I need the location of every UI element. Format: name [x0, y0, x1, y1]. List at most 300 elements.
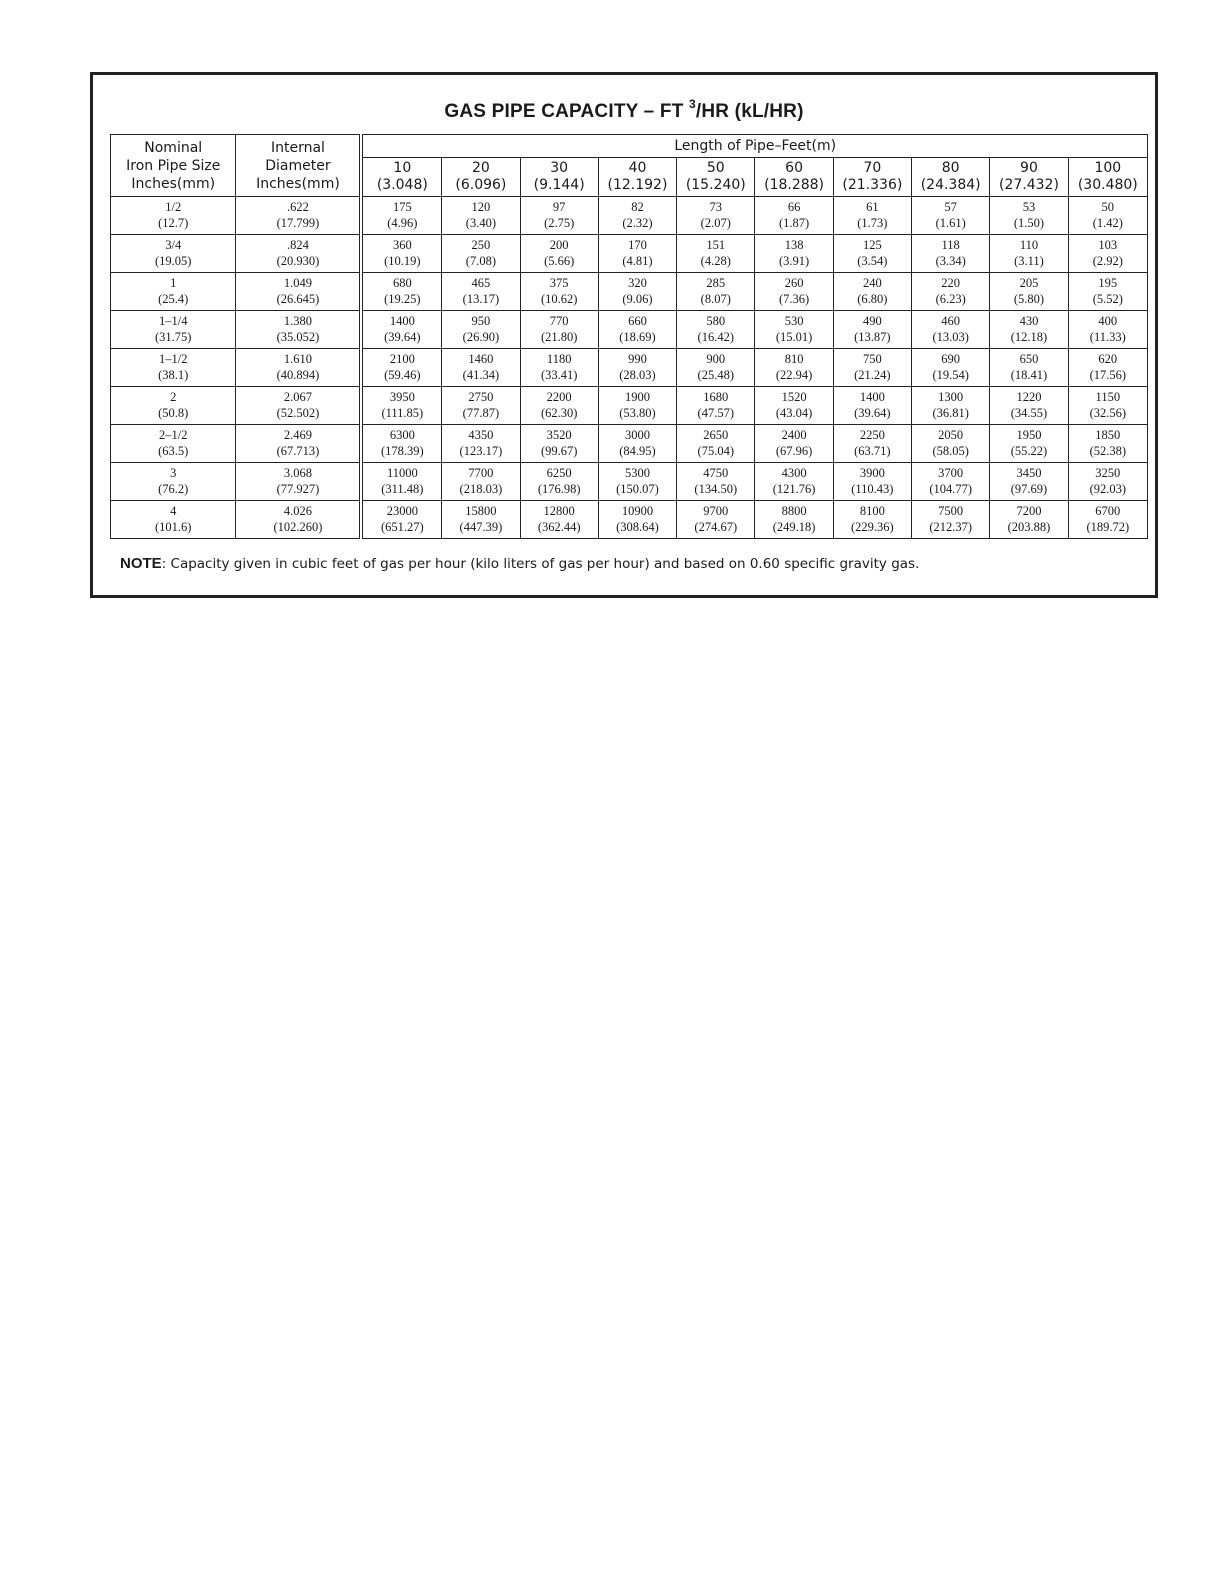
length-column-header — [677, 158, 755, 197]
capacity-cell-value: 2100 — [389, 352, 415, 366]
nominal-size-cell-metric: (12.7) — [158, 215, 189, 230]
capacity-cell — [755, 349, 833, 387]
capacity-cell-metric: (28.03) — [619, 367, 656, 382]
capacity-cell-value: 620 — [1098, 352, 1118, 366]
nominal-size-cell-value: 2–1/2 — [158, 428, 188, 442]
capacity-cell — [1068, 197, 1147, 235]
capacity-cell-value: 4350 — [468, 428, 494, 442]
length-meters: (3.048) — [376, 177, 428, 193]
capacity-cell-metric: (249.18) — [772, 519, 816, 534]
capacity-cell-value: 4300 — [781, 466, 807, 480]
capacity-cell — [598, 197, 676, 235]
internal-diameter-cell-value: 2.067 — [283, 390, 313, 404]
capacity-cell-metric: (362.44) — [537, 519, 581, 534]
capacity-table-frame — [90, 72, 1158, 598]
capacity-cell — [1068, 501, 1147, 539]
capacity-cell-metric: (36.81) — [932, 405, 969, 420]
capacity-cell-value: 1950 — [1016, 428, 1042, 442]
capacity-cell-metric: (13.87) — [854, 329, 891, 344]
internal-header — [236, 135, 361, 197]
capacity-cell — [677, 501, 755, 539]
capacity-cell-metric: (1.42) — [1092, 215, 1123, 230]
capacity-cell — [677, 349, 755, 387]
capacity-cell-value: 6300 — [389, 428, 415, 442]
length-column-header — [912, 158, 990, 197]
capacity-cell — [912, 273, 990, 311]
capacity-cell-metric: (8.07) — [700, 291, 731, 306]
nominal-size-cell — [111, 463, 236, 501]
nominal-size-cell-metric: (63.5) — [158, 443, 189, 458]
capacity-cell-value: 400 — [1098, 314, 1118, 328]
capacity-cell-metric: (178.39) — [380, 443, 424, 458]
length-feet: 20 — [471, 160, 490, 176]
capacity-cell-value: 2400 — [781, 428, 807, 442]
length-meters: (30.480) — [1077, 177, 1138, 193]
capacity-cell-metric: (123.17) — [459, 443, 503, 458]
nominal-header — [111, 135, 236, 197]
capacity-cell-metric: (84.95) — [619, 443, 656, 458]
capacity-cell-value: 11000 — [386, 466, 418, 480]
capacity-cell — [1068, 311, 1147, 349]
capacity-cell — [912, 235, 990, 273]
capacity-cell-metric: (7.36) — [778, 291, 810, 306]
length-feet: 40 — [628, 160, 647, 176]
capacity-cell-metric: (5.52) — [1092, 291, 1123, 306]
capacity-cell-metric: (18.69) — [619, 329, 656, 344]
capacity-cell-metric: (62.30) — [540, 405, 578, 420]
capacity-cell-value: 195 — [1098, 276, 1118, 290]
nominal-size-cell-value: 4 — [170, 504, 177, 518]
capacity-cell — [520, 311, 598, 349]
capacity-cell-metric: (110.43) — [851, 481, 894, 496]
capacity-cell-metric: (39.64) — [384, 329, 421, 344]
capacity-cell — [990, 463, 1068, 501]
capacity-cell-value: 1520 — [781, 390, 807, 404]
internal-diameter-cell — [236, 235, 361, 273]
nominal-size-cell-metric: (38.1) — [158, 367, 189, 382]
capacity-cell-value: 220 — [941, 276, 961, 290]
capacity-cell-value: 3000 — [624, 428, 650, 442]
nominal-size-cell-metric: (50.8) — [158, 405, 189, 420]
capacity-cell — [520, 273, 598, 311]
capacity-cell-value: 7700 — [468, 466, 494, 480]
capacity-cell-value: 3520 — [546, 428, 572, 442]
capacity-cell — [361, 463, 441, 501]
internal-diameter-cell — [236, 501, 361, 539]
capacity-cell-value: 50 — [1101, 200, 1115, 214]
capacity-cell — [598, 463, 676, 501]
internal-diameter-cell-value: 1.610 — [283, 352, 313, 366]
note-label: NOTE — [120, 555, 162, 572]
capacity-cell — [912, 425, 990, 463]
capacity-cell — [912, 463, 990, 501]
length-feet: 30 — [550, 160, 569, 176]
capacity-cell — [361, 349, 441, 387]
capacity-cell-metric: (203.88) — [1007, 519, 1051, 534]
capacity-cell — [833, 501, 911, 539]
length-feet: 10 — [393, 160, 412, 176]
capacity-cell — [677, 463, 755, 501]
capacity-cell-metric: (11.33) — [1089, 329, 1126, 344]
length-column-header — [442, 158, 520, 197]
internal-diameter-cell — [236, 425, 361, 463]
capacity-cell-metric: (229.36) — [851, 519, 894, 534]
capacity-cell-metric: (92.03) — [1089, 481, 1127, 496]
capacity-cell-value: 285 — [706, 276, 726, 290]
capacity-cell-metric: (52.38) — [1089, 443, 1127, 458]
internal-header-line: Inches(mm) — [256, 175, 340, 192]
capacity-cell-value: 1680 — [703, 390, 729, 404]
length-column-header — [598, 158, 676, 197]
capacity-cell-metric: (2.92) — [1092, 253, 1123, 268]
capacity-cell-value: 1900 — [624, 390, 650, 404]
capacity-cell-value: 7200 — [1016, 504, 1042, 518]
capacity-cell — [1068, 425, 1147, 463]
capacity-cell-value: 660 — [628, 314, 647, 328]
capacity-cell — [755, 463, 833, 501]
capacity-cell-value: 205 — [1019, 276, 1039, 290]
length-meters: (15.240) — [685, 177, 746, 193]
length-column-header — [990, 158, 1068, 197]
capacity-cell-value: 2650 — [703, 428, 729, 442]
capacity-cell — [1068, 349, 1147, 387]
capacity-cell-value: 810 — [784, 352, 804, 366]
capacity-cell-value: 320 — [628, 276, 647, 290]
capacity-cell-value: 125 — [862, 238, 882, 252]
capacity-cell-metric: (7.08) — [465, 253, 496, 268]
table-title — [93, 97, 1155, 123]
capacity-cell-value: 430 — [1019, 314, 1039, 328]
nominal-size-cell-value: 1–1/4 — [158, 314, 188, 328]
capacity-cell-value: 1400 — [859, 390, 885, 404]
capacity-cell-metric: (176.98) — [537, 481, 581, 496]
capacity-cell — [833, 273, 911, 311]
capacity-cell — [1068, 387, 1147, 425]
title-main: GAS PIPE CAPACITY – FT — [444, 101, 684, 122]
capacity-cell-metric: (189.72) — [1086, 519, 1130, 534]
capacity-cell — [442, 463, 520, 501]
capacity-cell-value: 360 — [392, 238, 412, 252]
capacity-cell-metric: (9.06) — [622, 291, 653, 306]
internal-diameter-cell-value: .824 — [287, 238, 309, 252]
internal-diameter-cell — [236, 463, 361, 501]
capacity-cell — [598, 501, 676, 539]
capacity-cell-metric: (77.87) — [462, 405, 500, 420]
capacity-cell — [598, 425, 676, 463]
capacity-cell-metric: (311.48) — [381, 481, 424, 496]
capacity-cell-metric: (212.37) — [929, 519, 973, 534]
capacity-cell-value: 1300 — [938, 390, 964, 404]
nominal-size-cell-metric: (19.05) — [155, 253, 192, 268]
nominal-header-line: Iron Pipe Size — [126, 157, 221, 174]
length-column-header — [833, 158, 911, 197]
capacity-cell — [442, 273, 520, 311]
capacity-cell-value: 465 — [471, 276, 491, 290]
capacity-cell — [361, 273, 441, 311]
nominal-size-cell-metric: (101.6) — [155, 519, 192, 534]
capacity-cell-value: 4750 — [703, 466, 729, 480]
table-row — [111, 311, 1148, 349]
capacity-cell-metric: (3.54) — [857, 253, 888, 268]
internal-diameter-cell-metric: (40.894) — [276, 367, 320, 382]
capacity-cell-value: 260 — [784, 276, 804, 290]
capacity-cell-metric: (75.04) — [697, 443, 734, 458]
length-meters: (9.144) — [533, 177, 585, 193]
capacity-cell-metric: (5.80) — [1013, 291, 1045, 306]
capacity-cell-value: 15800 — [465, 504, 497, 518]
capacity-cell-value: 73 — [709, 200, 723, 214]
capacity-cell-value: 12800 — [543, 504, 575, 518]
nominal-size-cell-metric: (76.2) — [158, 481, 189, 496]
capacity-cell — [833, 235, 911, 273]
capacity-cell-value: 5300 — [624, 466, 650, 480]
capacity-cell-value: 61 — [866, 200, 879, 214]
capacity-cell — [1068, 273, 1147, 311]
capacity-cell-value: 6250 — [546, 466, 572, 480]
capacity-cell-value: 3250 — [1095, 466, 1121, 480]
internal-diameter-cell-metric: (67.713) — [276, 443, 320, 458]
internal-header-line: Internal — [270, 139, 325, 156]
internal-diameter-cell — [236, 387, 361, 425]
capacity-cell-metric: (25.48) — [697, 367, 734, 382]
gas-pipe-capacity-table — [110, 134, 1148, 539]
capacity-cell — [990, 387, 1068, 425]
capacity-cell — [361, 501, 441, 539]
capacity-cell-metric: (12.18) — [1010, 329, 1048, 344]
capacity-cell-metric: (41.34) — [462, 367, 500, 382]
capacity-cell-value: 680 — [392, 276, 412, 290]
capacity-cell-metric: (111.85) — [381, 405, 424, 420]
capacity-cell — [677, 273, 755, 311]
capacity-cell — [361, 387, 441, 425]
capacity-cell-value: 53 — [1022, 200, 1036, 214]
capacity-cell-value: 110 — [1019, 238, 1039, 252]
capacity-cell-value: 66 — [787, 200, 801, 214]
capacity-cell — [598, 387, 676, 425]
capacity-cell-value: 3950 — [389, 390, 415, 404]
capacity-cell — [833, 349, 911, 387]
capacity-cell-value: 750 — [862, 352, 882, 366]
capacity-cell-metric: (3.11) — [1014, 253, 1044, 268]
capacity-cell-metric: (2.07) — [700, 215, 731, 230]
nominal-size-cell — [111, 273, 236, 311]
capacity-cell-value: 490 — [862, 314, 882, 328]
capacity-cell — [912, 387, 990, 425]
internal-diameter-cell-metric: (35.052) — [276, 329, 320, 344]
capacity-cell-value: 1850 — [1095, 428, 1121, 442]
nominal-size-cell-value: 3/4 — [165, 238, 182, 252]
capacity-cell — [1068, 235, 1147, 273]
capacity-cell — [755, 311, 833, 349]
capacity-cell — [442, 197, 520, 235]
length-column-header — [1068, 158, 1147, 197]
capacity-cell — [833, 463, 911, 501]
capacity-cell-value: 57 — [944, 200, 957, 214]
capacity-cell-metric: (10.19) — [384, 253, 421, 268]
capacity-cell — [990, 425, 1068, 463]
capacity-cell-metric: (308.64) — [616, 519, 659, 534]
capacity-cell-metric: (651.27) — [380, 519, 424, 534]
capacity-cell-metric: (6.23) — [935, 291, 966, 306]
capacity-cell — [442, 501, 520, 539]
capacity-cell-value: 2200 — [546, 390, 572, 404]
capacity-cell — [755, 501, 833, 539]
capacity-cell-value: 7500 — [938, 504, 964, 518]
capacity-cell-value: 23000 — [386, 504, 418, 518]
table-note — [120, 555, 919, 572]
nominal-size-cell — [111, 311, 236, 349]
internal-diameter-cell — [236, 273, 361, 311]
capacity-cell-metric: (447.39) — [459, 519, 503, 534]
capacity-cell-metric: (99.67) — [540, 443, 578, 458]
internal-diameter-cell-value: .622 — [287, 200, 309, 214]
capacity-cell-value: 650 — [1019, 352, 1039, 366]
capacity-cell-metric: (1.87) — [778, 215, 810, 230]
capacity-cell-metric: (59.46) — [384, 367, 421, 382]
capacity-cell-metric: (4.81) — [622, 253, 653, 268]
capacity-cell-value: 118 — [941, 238, 960, 252]
internal-diameter-cell-value: 4.026 — [283, 504, 313, 518]
table-row — [111, 349, 1148, 387]
capacity-cell-value: 990 — [628, 352, 647, 366]
capacity-cell — [520, 463, 598, 501]
length-meters: (6.096) — [455, 177, 507, 193]
table-row — [111, 197, 1148, 235]
capacity-cell-metric: (22.94) — [775, 367, 813, 382]
capacity-cell-metric: (17.56) — [1089, 367, 1127, 382]
capacity-cell — [990, 235, 1068, 273]
capacity-cell — [598, 273, 676, 311]
capacity-cell-metric: (1.73) — [857, 215, 888, 230]
capacity-cell — [361, 311, 441, 349]
internal-diameter-cell — [236, 197, 361, 235]
capacity-cell-value: 950 — [471, 314, 491, 328]
capacity-cell-metric: (15.01) — [775, 329, 813, 344]
capacity-cell-value: 175 — [392, 200, 412, 214]
capacity-cell-metric: (274.67) — [694, 519, 738, 534]
capacity-cell-metric: (55.22) — [1010, 443, 1048, 458]
length-meters: (21.336) — [842, 177, 903, 193]
capacity-cell-metric: (18.41) — [1010, 367, 1048, 382]
capacity-cell — [598, 349, 676, 387]
capacity-cell-value: 690 — [941, 352, 961, 366]
length-meters: (24.384) — [920, 177, 981, 193]
capacity-cell-metric: (19.25) — [384, 291, 421, 306]
capacity-cell-metric: (26.90) — [462, 329, 500, 344]
capacity-cell-metric: (104.77) — [929, 481, 973, 496]
capacity-cell-value: 1180 — [546, 352, 572, 366]
capacity-cell-metric: (33.41) — [540, 367, 578, 382]
capacity-cell-metric: (2.32) — [622, 215, 653, 230]
nominal-size-cell — [111, 425, 236, 463]
nominal-size-cell-value: 2 — [170, 390, 177, 404]
capacity-cell — [677, 425, 755, 463]
capacity-cell-value: 1400 — [389, 314, 415, 328]
internal-diameter-cell-metric: (26.645) — [276, 291, 320, 306]
capacity-cell-metric: (6.80) — [857, 291, 888, 306]
length-feet: 60 — [785, 160, 803, 176]
capacity-cell-value: 3900 — [859, 466, 885, 480]
capacity-cell — [361, 425, 441, 463]
capacity-cell — [990, 501, 1068, 539]
nominal-size-cell-metric: (25.4) — [158, 291, 189, 306]
nominal-size-cell-metric: (31.75) — [155, 329, 192, 344]
capacity-cell — [755, 197, 833, 235]
capacity-cell — [520, 235, 598, 273]
capacity-cell-value: 1460 — [468, 352, 494, 366]
capacity-cell-value: 8100 — [859, 504, 885, 518]
capacity-cell-metric: (67.96) — [775, 443, 813, 458]
capacity-cell-metric: (2.75) — [544, 215, 575, 230]
nominal-header-line: Inches(mm) — [131, 175, 216, 192]
length-meters: (18.288) — [764, 177, 825, 193]
capacity-cell-metric: (1.61) — [935, 215, 966, 230]
capacity-cell — [361, 197, 441, 235]
capacity-cell-value: 530 — [784, 314, 804, 328]
capacity-cell — [1068, 463, 1147, 501]
internal-diameter-cell-metric: (102.260) — [273, 519, 323, 534]
header-row-top — [111, 135, 1148, 158]
capacity-cell-metric: (13.17) — [462, 291, 500, 306]
capacity-cell-value: 900 — [706, 352, 726, 366]
table-body — [111, 197, 1148, 539]
capacity-cell-metric: (43.04) — [775, 405, 813, 420]
capacity-cell-value: 3450 — [1016, 466, 1042, 480]
capacity-cell-metric: (47.57) — [697, 405, 734, 420]
table-wrapper — [110, 134, 1148, 539]
capacity-cell-metric: (121.76) — [772, 481, 816, 496]
capacity-cell — [990, 197, 1068, 235]
capacity-cell — [833, 311, 911, 349]
capacity-cell — [598, 311, 676, 349]
title-superscript: 3 — [689, 97, 696, 111]
capacity-cell-value: 97 — [552, 200, 566, 214]
capacity-cell — [520, 425, 598, 463]
capacity-cell — [990, 311, 1068, 349]
capacity-cell-metric: (58.05) — [932, 443, 969, 458]
capacity-cell — [755, 273, 833, 311]
capacity-cell-metric: (16.42) — [697, 329, 734, 344]
capacity-cell-value: 2250 — [859, 428, 885, 442]
length-column-header — [755, 158, 833, 197]
capacity-cell — [598, 235, 676, 273]
table-row — [111, 463, 1148, 501]
capacity-cell — [912, 311, 990, 349]
length-column-header — [520, 158, 598, 197]
capacity-cell-metric: (39.64) — [854, 405, 891, 420]
capacity-cell-value: 3700 — [938, 466, 964, 480]
capacity-cell — [755, 425, 833, 463]
capacity-cell-value: 2750 — [468, 390, 494, 404]
capacity-cell-value: 1220 — [1016, 390, 1042, 404]
capacity-cell-metric: (32.56) — [1089, 405, 1127, 420]
capacity-cell — [990, 273, 1068, 311]
length-header: Length of Pipe–Feet(m) — [361, 135, 1147, 158]
capacity-cell-metric: (218.03) — [459, 481, 503, 496]
length-column-header — [361, 158, 441, 197]
capacity-cell-value: 1150 — [1095, 390, 1121, 404]
capacity-cell-metric: (134.50) — [694, 481, 738, 496]
capacity-cell-value: 103 — [1098, 238, 1118, 252]
capacity-cell — [361, 235, 441, 273]
capacity-cell-metric: (4.28) — [700, 253, 731, 268]
internal-diameter-cell-metric: (77.927) — [276, 481, 320, 496]
capacity-cell-value: 580 — [706, 314, 726, 328]
capacity-cell-metric: (21.24) — [854, 367, 891, 382]
capacity-cell — [520, 501, 598, 539]
capacity-cell-value: 9700 — [703, 504, 729, 518]
internal-diameter-cell-metric: (20.930) — [276, 253, 320, 268]
